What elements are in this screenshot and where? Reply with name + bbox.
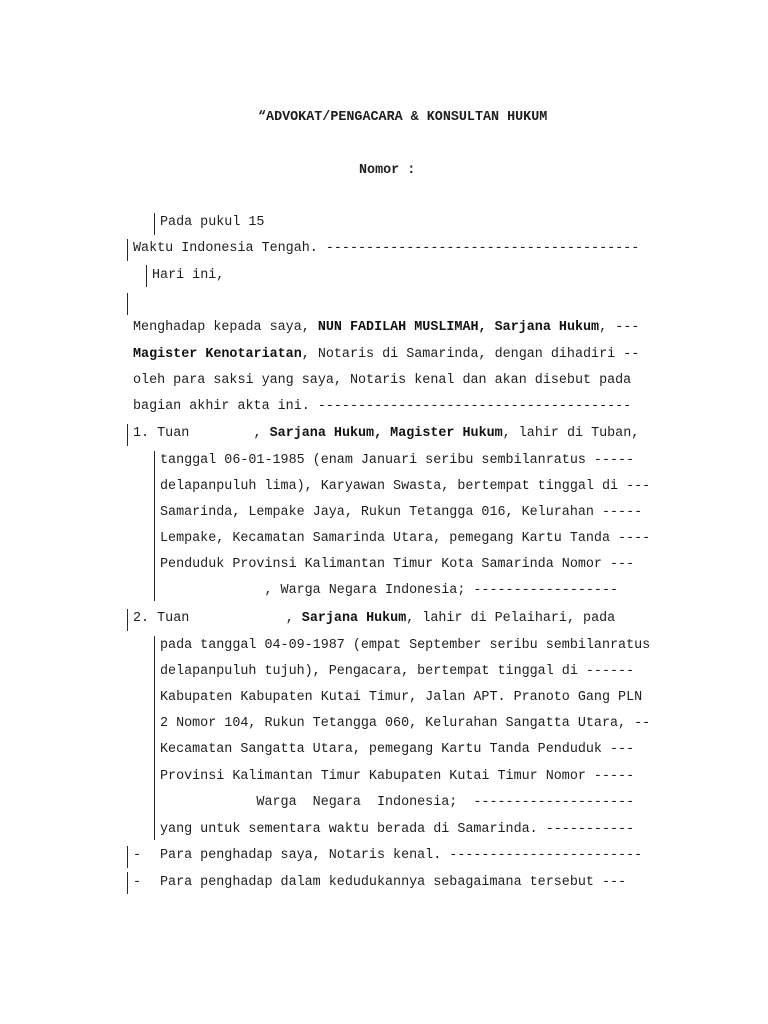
margin-bar — [127, 846, 128, 868]
hari-line: Hari ini, — [152, 268, 225, 283]
margin-bar — [127, 239, 128, 261]
intro-line-4: bagian akhir akta ini. --------------------------------------- — [133, 399, 632, 414]
party1-number: 1. — [133, 426, 150, 441]
document-title: “ADVOKAT/PENGACARA & KONSULTAN HUKUM — [258, 110, 548, 125]
nomor-label: Nomor : — [359, 163, 416, 178]
party2-line: Warga Negara Indonesia; -------------------- — [160, 795, 635, 810]
party1-line: delapanpuluh lima), Karyawan Swasta, bertempat tinggal di --- — [160, 479, 651, 494]
party2-number: 2. — [133, 611, 150, 626]
notary-name: NUN FADILAH MUSLIMAH — [317, 320, 479, 335]
party1-line: tanggal 06-01-1985 (enam Januari seribu sembilanratus ----- — [160, 453, 635, 468]
closing-dash: - — [133, 848, 142, 863]
party2-line: delapanpuluh tujuh), Pengacara, bertempat tinggal di ------ — [160, 664, 635, 679]
margin-bar — [127, 609, 128, 631]
pukul-line: Pada pukul 15 — [160, 215, 265, 230]
margin-bar — [154, 213, 155, 235]
margin-bar — [154, 451, 155, 601]
party1-heading: 1. Tuan , Sarjana Hukum, Magister Hukum, lahir di Tuban, — [133, 426, 640, 441]
margin-bar — [127, 872, 128, 894]
party1-line: , Warga Negara Indonesia; ------------------ — [160, 583, 619, 598]
intro-line-1: Menghadap kepada saya, NUN FADILAH MUSLIMAH, Sarjana Hukum, --- — [133, 320, 640, 335]
waktu-line: Waktu Indonesia Tengah. --------------------------------------- — [133, 241, 640, 256]
party2-line: 2 Nomor 104, Rukun Tetangga 060, Kelurahan Sangatta Utara, -- — [160, 716, 651, 731]
closing-item: Para penghadap dalam kedudukannya sebagaimana tersebut --- — [160, 875, 627, 890]
party1-line: Penduduk Provinsi Kalimantan Timur Kota Samarinda Nomor --- — [160, 557, 635, 572]
party2-line: yang untuk sementara waktu berada di Samarinda. ----------- — [160, 822, 635, 837]
margin-bar — [154, 636, 155, 840]
party2-heading: 2. Tuan , Sarjana Hukum, lahir di Pelaihari, pada — [133, 611, 616, 626]
notary-title-mkn: Magister Kenotariatan — [133, 347, 302, 362]
intro-line-2: Magister Kenotariatan, Notaris di Samarinda, dengan dihadiri -- — [133, 347, 640, 362]
party2-line: Kecamatan Sangatta Utara, pemegang Kartu Tanda Penduduk --- — [160, 742, 635, 757]
notary-title-sh: Sarjana Hukum — [494, 320, 600, 335]
margin-bar — [127, 424, 128, 446]
intro-line-3: oleh para saksi yang saya, Notaris kenal dan akan disebut pada — [133, 373, 632, 388]
closing-item: Para penghadap saya, Notaris kenal. ------------------------ — [160, 848, 643, 863]
party2-line: Kabupaten Kabupaten Kutai Timur, Jalan APT. Pranoto Gang PLN — [160, 690, 643, 705]
party2-line: Provinsi Kalimantan Timur Kabupaten Kutai Timur Nomor ----- — [160, 769, 635, 784]
party2-line: pada tanggal 04-09-1987 (empat September seribu sembilanratus — [160, 638, 651, 653]
margin-bar — [127, 293, 128, 315]
margin-bar — [146, 265, 147, 287]
party1-line: Samarinda, Lempake Jaya, Rukun Tetangga 016, Kelurahan ----- — [160, 505, 643, 520]
party1-line: Lempake, Kecamatan Samarinda Utara, pemegang Kartu Tanda ---- — [160, 531, 651, 546]
closing-dash: - — [133, 875, 142, 890]
